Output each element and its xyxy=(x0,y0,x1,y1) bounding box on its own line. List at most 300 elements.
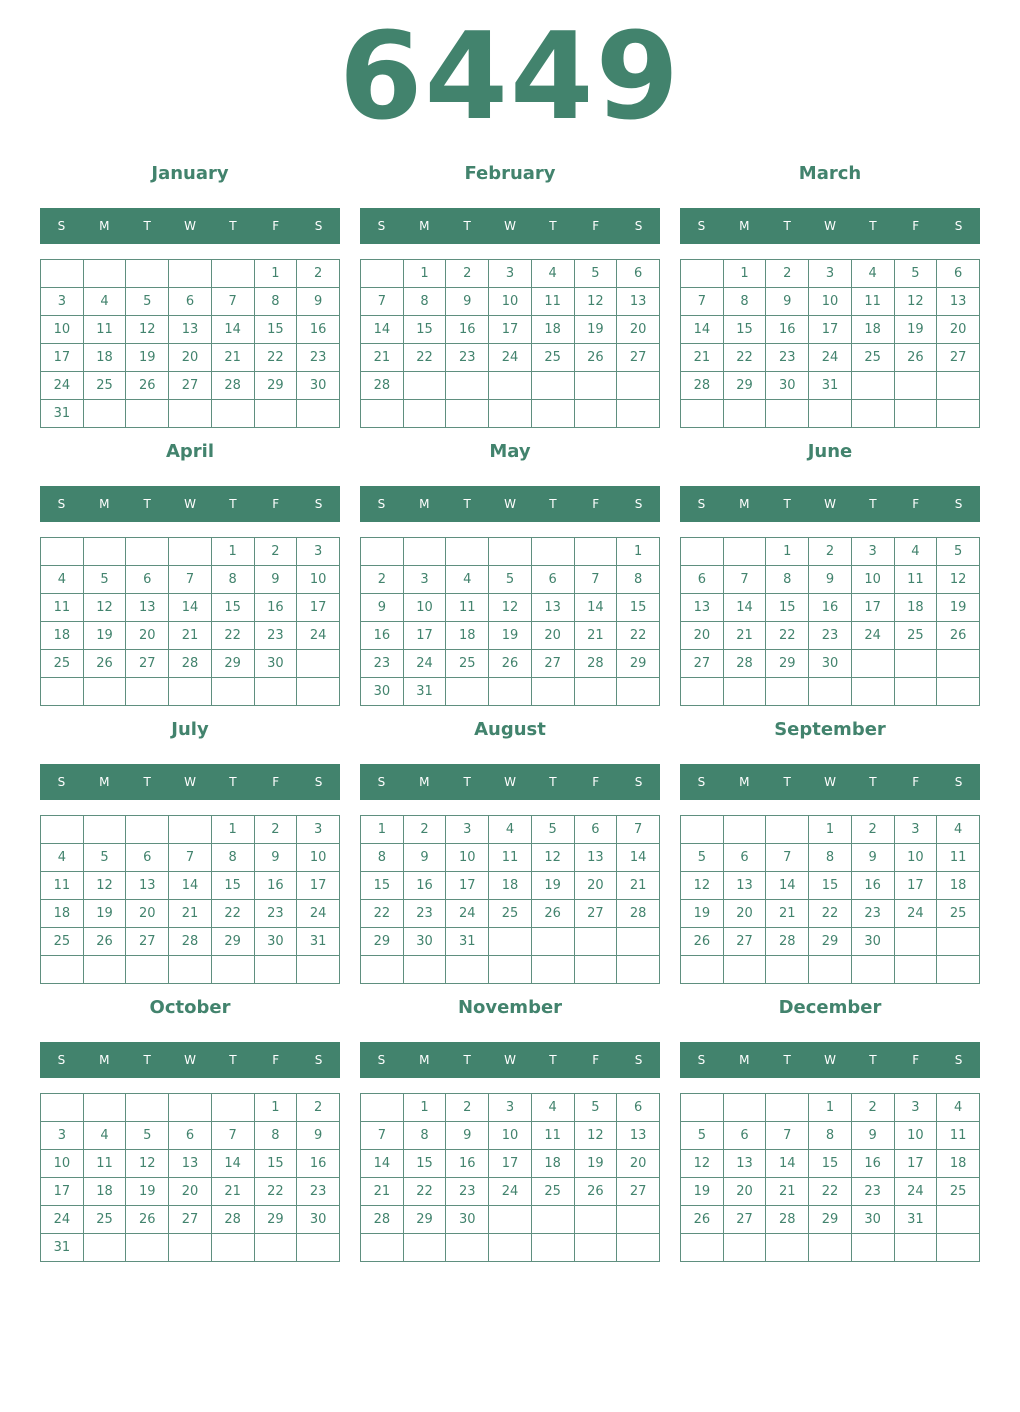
empty-cell xyxy=(766,816,809,844)
day-cell: 6 xyxy=(169,1122,212,1150)
day-cell: 26 xyxy=(574,1178,617,1206)
day-cell: 20 xyxy=(617,1150,660,1178)
day-cell: 5 xyxy=(126,1122,169,1150)
weekday-label: S xyxy=(697,775,706,789)
weekday-label: T xyxy=(869,1053,877,1067)
week-row xyxy=(361,1150,660,1178)
empty-cell xyxy=(489,1234,532,1262)
empty-cell xyxy=(297,678,340,706)
day-cell: 27 xyxy=(681,650,724,678)
day-cell: 22 xyxy=(809,900,852,928)
day-cell: 15 xyxy=(211,872,254,900)
empty-cell xyxy=(403,956,446,984)
empty-cell xyxy=(617,400,660,428)
empty-cell xyxy=(809,400,852,428)
day-cell: 16 xyxy=(254,872,297,900)
empty-cell xyxy=(809,678,852,706)
day-cell: 5 xyxy=(937,538,980,566)
day-cell: 22 xyxy=(403,1178,446,1206)
day-cell: 17 xyxy=(894,872,937,900)
day-cell: 6 xyxy=(169,288,212,316)
empty-cell xyxy=(489,1206,532,1234)
empty-cell xyxy=(681,956,724,984)
day-cell: 28 xyxy=(574,650,617,678)
day-cell: 1 xyxy=(211,538,254,566)
weekday-label: W xyxy=(504,1053,516,1067)
day-cell: 14 xyxy=(617,844,660,872)
day-cell: 8 xyxy=(766,566,809,594)
empty-cell xyxy=(937,1234,980,1262)
day-cell: 25 xyxy=(937,1178,980,1206)
weekday-label: T xyxy=(229,1053,237,1067)
day-cell: 17 xyxy=(489,1150,532,1178)
day-cell: 1 xyxy=(723,260,766,288)
weekday-label: M xyxy=(739,775,750,789)
day-cell: 2 xyxy=(403,816,446,844)
day-cell: 10 xyxy=(403,594,446,622)
day-cell: 23 xyxy=(851,1178,894,1206)
day-cell: 6 xyxy=(937,260,980,288)
day-grid xyxy=(680,537,980,706)
day-cell: 17 xyxy=(297,594,340,622)
day-cell: 19 xyxy=(574,316,617,344)
empty-cell xyxy=(41,260,84,288)
day-cell: 3 xyxy=(403,566,446,594)
day-cell: 14 xyxy=(574,594,617,622)
empty-cell xyxy=(361,1094,404,1122)
week-row xyxy=(41,678,340,706)
weekday-label: T xyxy=(869,775,877,789)
empty-cell xyxy=(169,956,212,984)
day-cell: 9 xyxy=(297,288,340,316)
empty-cell xyxy=(41,538,84,566)
day-cell: 5 xyxy=(83,566,126,594)
weekday-label: W xyxy=(504,219,516,233)
day-cell: 7 xyxy=(211,288,254,316)
empty-cell xyxy=(403,372,446,400)
day-cell: 17 xyxy=(297,872,340,900)
day-cell: 10 xyxy=(297,844,340,872)
empty-cell xyxy=(489,372,532,400)
weekday-label: S xyxy=(377,497,386,511)
weekday-label: T xyxy=(783,1053,791,1067)
empty-cell xyxy=(446,538,489,566)
day-cell: 24 xyxy=(489,344,532,372)
weekday-header xyxy=(40,486,340,522)
weekday-label: M xyxy=(419,497,430,511)
day-cell: 13 xyxy=(617,288,660,316)
day-cell: 20 xyxy=(574,872,617,900)
day-cell: 21 xyxy=(169,900,212,928)
day-cell: 6 xyxy=(617,260,660,288)
day-cell: 6 xyxy=(723,844,766,872)
day-cell: 27 xyxy=(723,1206,766,1234)
week-row xyxy=(681,1206,980,1234)
day-cell: 7 xyxy=(361,1122,404,1150)
weekday-label: F xyxy=(592,1053,600,1067)
day-cell: 10 xyxy=(41,1150,84,1178)
day-cell: 17 xyxy=(403,622,446,650)
week-row xyxy=(361,288,660,316)
year-title: 6449 xyxy=(339,8,681,147)
day-cell: 30 xyxy=(254,928,297,956)
day-cell: 26 xyxy=(894,344,937,372)
day-cell: 28 xyxy=(169,650,212,678)
day-cell: 29 xyxy=(254,372,297,400)
empty-cell xyxy=(937,928,980,956)
day-cell: 14 xyxy=(211,1150,254,1178)
day-cell: 24 xyxy=(446,900,489,928)
day-cell: 12 xyxy=(126,316,169,344)
day-cell: 1 xyxy=(403,1094,446,1122)
day-cell: 8 xyxy=(617,566,660,594)
weekday-label: W xyxy=(184,775,196,789)
day-cell: 22 xyxy=(254,1178,297,1206)
day-cell: 9 xyxy=(809,566,852,594)
day-cell: 14 xyxy=(361,1150,404,1178)
day-cell: 13 xyxy=(723,1150,766,1178)
day-cell: 25 xyxy=(446,650,489,678)
empty-cell xyxy=(83,400,126,428)
day-cell: 29 xyxy=(617,650,660,678)
day-cell: 17 xyxy=(894,1150,937,1178)
day-grid xyxy=(360,537,660,706)
day-cell: 22 xyxy=(809,1178,852,1206)
day-cell: 30 xyxy=(851,1206,894,1234)
weekday-label: S xyxy=(314,1053,323,1067)
day-cell: 6 xyxy=(126,844,169,872)
empty-cell xyxy=(254,956,297,984)
week-row xyxy=(361,678,660,706)
day-cell: 1 xyxy=(403,260,446,288)
day-cell: 6 xyxy=(723,1122,766,1150)
weekday-header xyxy=(360,208,660,244)
day-cell: 23 xyxy=(297,344,340,372)
day-cell: 4 xyxy=(531,260,574,288)
day-cell: 28 xyxy=(723,650,766,678)
empty-cell xyxy=(617,928,660,956)
week-row xyxy=(681,594,980,622)
weekday-label: S xyxy=(954,497,963,511)
empty-cell xyxy=(574,1206,617,1234)
day-cell: 26 xyxy=(681,1206,724,1234)
empty-cell xyxy=(361,538,404,566)
empty-cell xyxy=(446,956,489,984)
day-cell: 15 xyxy=(809,1150,852,1178)
empty-cell xyxy=(169,1234,212,1262)
day-cell: 31 xyxy=(446,928,489,956)
weekday-label: S xyxy=(377,1053,386,1067)
empty-cell xyxy=(766,1094,809,1122)
weekday-label: S xyxy=(314,497,323,511)
empty-cell xyxy=(126,538,169,566)
weekday-label: S xyxy=(634,1053,643,1067)
week-row xyxy=(41,956,340,984)
empty-cell xyxy=(937,956,980,984)
day-cell: 8 xyxy=(809,844,852,872)
empty-cell xyxy=(937,650,980,678)
weekday-label: S xyxy=(634,775,643,789)
day-cell: 4 xyxy=(937,1094,980,1122)
day-cell: 8 xyxy=(403,1122,446,1150)
day-cell: 18 xyxy=(83,344,126,372)
day-cell: 14 xyxy=(766,1150,809,1178)
day-grid xyxy=(40,259,340,428)
day-cell: 26 xyxy=(574,344,617,372)
day-cell: 26 xyxy=(83,650,126,678)
week-row xyxy=(361,344,660,372)
empty-cell xyxy=(41,678,84,706)
week-row xyxy=(681,1150,980,1178)
week-row xyxy=(41,260,340,288)
empty-cell xyxy=(894,650,937,678)
empty-cell xyxy=(681,538,724,566)
day-cell: 3 xyxy=(489,260,532,288)
empty-cell xyxy=(851,1234,894,1262)
week-row xyxy=(361,566,660,594)
weekday-label: M xyxy=(739,219,750,233)
empty-cell xyxy=(937,372,980,400)
day-cell: 28 xyxy=(169,928,212,956)
empty-cell xyxy=(297,1234,340,1262)
weekday-label: M xyxy=(419,219,430,233)
weekday-label: S xyxy=(377,775,386,789)
day-cell: 15 xyxy=(766,594,809,622)
day-cell: 19 xyxy=(83,622,126,650)
day-cell: 16 xyxy=(361,622,404,650)
weekday-label: S xyxy=(634,219,643,233)
day-cell: 9 xyxy=(766,288,809,316)
week-row xyxy=(41,288,340,316)
weekday-label: W xyxy=(184,219,196,233)
day-cell: 4 xyxy=(83,1122,126,1150)
weekday-label: F xyxy=(272,219,280,233)
day-cell: 2 xyxy=(254,538,297,566)
week-row xyxy=(361,928,660,956)
day-cell: 5 xyxy=(126,288,169,316)
empty-cell xyxy=(126,956,169,984)
month-title: December xyxy=(778,997,882,1018)
weekday-label: S xyxy=(634,497,643,511)
day-cell: 8 xyxy=(361,844,404,872)
day-cell: 5 xyxy=(531,816,574,844)
day-cell: 16 xyxy=(851,1150,894,1178)
day-cell: 13 xyxy=(574,844,617,872)
weekday-label: F xyxy=(912,1053,920,1067)
empty-cell xyxy=(169,538,212,566)
weekday-header xyxy=(680,764,980,800)
empty-cell xyxy=(211,1094,254,1122)
day-grid xyxy=(680,815,980,984)
day-cell: 22 xyxy=(403,344,446,372)
day-cell: 11 xyxy=(83,316,126,344)
day-cell: 23 xyxy=(297,1178,340,1206)
empty-cell xyxy=(766,678,809,706)
day-cell: 10 xyxy=(489,1122,532,1150)
weekday-label: S xyxy=(57,497,66,511)
day-cell: 23 xyxy=(403,900,446,928)
empty-cell xyxy=(126,816,169,844)
weekday-label: T xyxy=(463,1053,471,1067)
weekday-label: W xyxy=(504,497,516,511)
day-cell: 5 xyxy=(574,1094,617,1122)
day-cell: 9 xyxy=(254,566,297,594)
day-cell: 11 xyxy=(41,872,84,900)
day-cell: 18 xyxy=(83,1178,126,1206)
day-cell: 8 xyxy=(403,288,446,316)
weekday-header xyxy=(680,1042,980,1078)
day-cell: 10 xyxy=(489,288,532,316)
empty-cell xyxy=(41,956,84,984)
day-cell: 31 xyxy=(41,400,84,428)
week-row xyxy=(681,1234,980,1262)
empty-cell xyxy=(681,816,724,844)
day-cell: 26 xyxy=(681,928,724,956)
day-cell: 7 xyxy=(766,1122,809,1150)
empty-cell xyxy=(83,816,126,844)
weekday-label: W xyxy=(824,1053,836,1067)
weekday-header xyxy=(680,486,980,522)
empty-cell xyxy=(894,372,937,400)
day-cell: 15 xyxy=(211,594,254,622)
empty-cell xyxy=(489,400,532,428)
day-cell: 2 xyxy=(766,260,809,288)
day-cell: 11 xyxy=(446,594,489,622)
day-cell: 22 xyxy=(361,900,404,928)
day-cell: 28 xyxy=(211,1206,254,1234)
empty-cell xyxy=(126,260,169,288)
day-cell: 15 xyxy=(254,1150,297,1178)
day-cell: 1 xyxy=(809,1094,852,1122)
month-title: January xyxy=(151,163,229,184)
weekday-label: M xyxy=(99,775,110,789)
week-row xyxy=(41,1122,340,1150)
empty-cell xyxy=(937,400,980,428)
empty-cell xyxy=(83,1234,126,1262)
empty-cell xyxy=(126,1094,169,1122)
empty-cell xyxy=(297,650,340,678)
empty-cell xyxy=(83,678,126,706)
day-cell: 15 xyxy=(361,872,404,900)
day-cell: 22 xyxy=(254,344,297,372)
day-cell: 15 xyxy=(617,594,660,622)
day-cell: 24 xyxy=(851,622,894,650)
week-row xyxy=(681,566,980,594)
day-cell: 11 xyxy=(937,844,980,872)
day-cell: 25 xyxy=(489,900,532,928)
week-row xyxy=(41,1178,340,1206)
day-cell: 12 xyxy=(126,1150,169,1178)
weekday-label: M xyxy=(419,775,430,789)
week-row xyxy=(41,372,340,400)
day-cell: 28 xyxy=(211,372,254,400)
empty-cell xyxy=(723,678,766,706)
day-cell: 12 xyxy=(681,872,724,900)
day-cell: 21 xyxy=(211,1178,254,1206)
day-cell: 12 xyxy=(489,594,532,622)
day-cell: 25 xyxy=(937,900,980,928)
day-cell: 20 xyxy=(126,622,169,650)
weekday-label: T xyxy=(229,497,237,511)
weekday-label: T xyxy=(463,497,471,511)
month-title: May xyxy=(489,441,531,462)
weekday-label: T xyxy=(549,219,557,233)
day-cell: 19 xyxy=(574,1150,617,1178)
week-row xyxy=(681,316,980,344)
weekday-label: S xyxy=(954,1053,963,1067)
day-cell: 23 xyxy=(809,622,852,650)
day-cell: 12 xyxy=(681,1150,724,1178)
empty-cell xyxy=(83,260,126,288)
day-cell: 29 xyxy=(211,928,254,956)
day-cell: 1 xyxy=(211,816,254,844)
day-cell: 12 xyxy=(531,844,574,872)
week-row xyxy=(681,844,980,872)
empty-cell xyxy=(531,1206,574,1234)
month-title: July xyxy=(171,719,209,740)
week-row xyxy=(361,1178,660,1206)
day-cell: 16 xyxy=(403,872,446,900)
empty-cell xyxy=(446,1234,489,1262)
empty-cell xyxy=(169,400,212,428)
weekday-label: T xyxy=(143,497,151,511)
day-cell: 5 xyxy=(681,1122,724,1150)
weekday-label: T xyxy=(143,219,151,233)
day-cell: 7 xyxy=(169,844,212,872)
weekday-label: T xyxy=(549,497,557,511)
week-row xyxy=(361,538,660,566)
day-cell: 12 xyxy=(894,288,937,316)
day-cell: 17 xyxy=(851,594,894,622)
day-cell: 19 xyxy=(894,316,937,344)
empty-cell xyxy=(681,260,724,288)
empty-cell xyxy=(169,1094,212,1122)
day-cell: 28 xyxy=(766,1206,809,1234)
empty-cell xyxy=(617,1234,660,1262)
month-title: June xyxy=(807,441,853,462)
day-cell: 7 xyxy=(766,844,809,872)
day-cell: 12 xyxy=(574,1122,617,1150)
weekday-label: T xyxy=(869,219,877,233)
weekday-header xyxy=(360,486,660,522)
day-cell: 21 xyxy=(574,622,617,650)
empty-cell xyxy=(766,1234,809,1262)
day-cell: 20 xyxy=(169,1178,212,1206)
day-cell: 7 xyxy=(681,288,724,316)
empty-cell xyxy=(574,400,617,428)
empty-cell xyxy=(894,1234,937,1262)
day-cell: 4 xyxy=(489,816,532,844)
day-cell: 14 xyxy=(169,594,212,622)
week-row xyxy=(681,956,980,984)
day-cell: 3 xyxy=(297,538,340,566)
day-cell: 27 xyxy=(126,928,169,956)
empty-cell xyxy=(211,678,254,706)
empty-cell xyxy=(297,400,340,428)
weekday-label: W xyxy=(824,497,836,511)
day-cell: 18 xyxy=(937,1150,980,1178)
week-row xyxy=(361,844,660,872)
day-cell: 7 xyxy=(169,566,212,594)
week-row xyxy=(681,400,980,428)
weekday-label: T xyxy=(783,775,791,789)
day-cell: 15 xyxy=(403,316,446,344)
day-cell: 31 xyxy=(403,678,446,706)
day-cell: 4 xyxy=(446,566,489,594)
day-cell: 18 xyxy=(851,316,894,344)
day-cell: 15 xyxy=(809,872,852,900)
day-cell: 5 xyxy=(681,844,724,872)
